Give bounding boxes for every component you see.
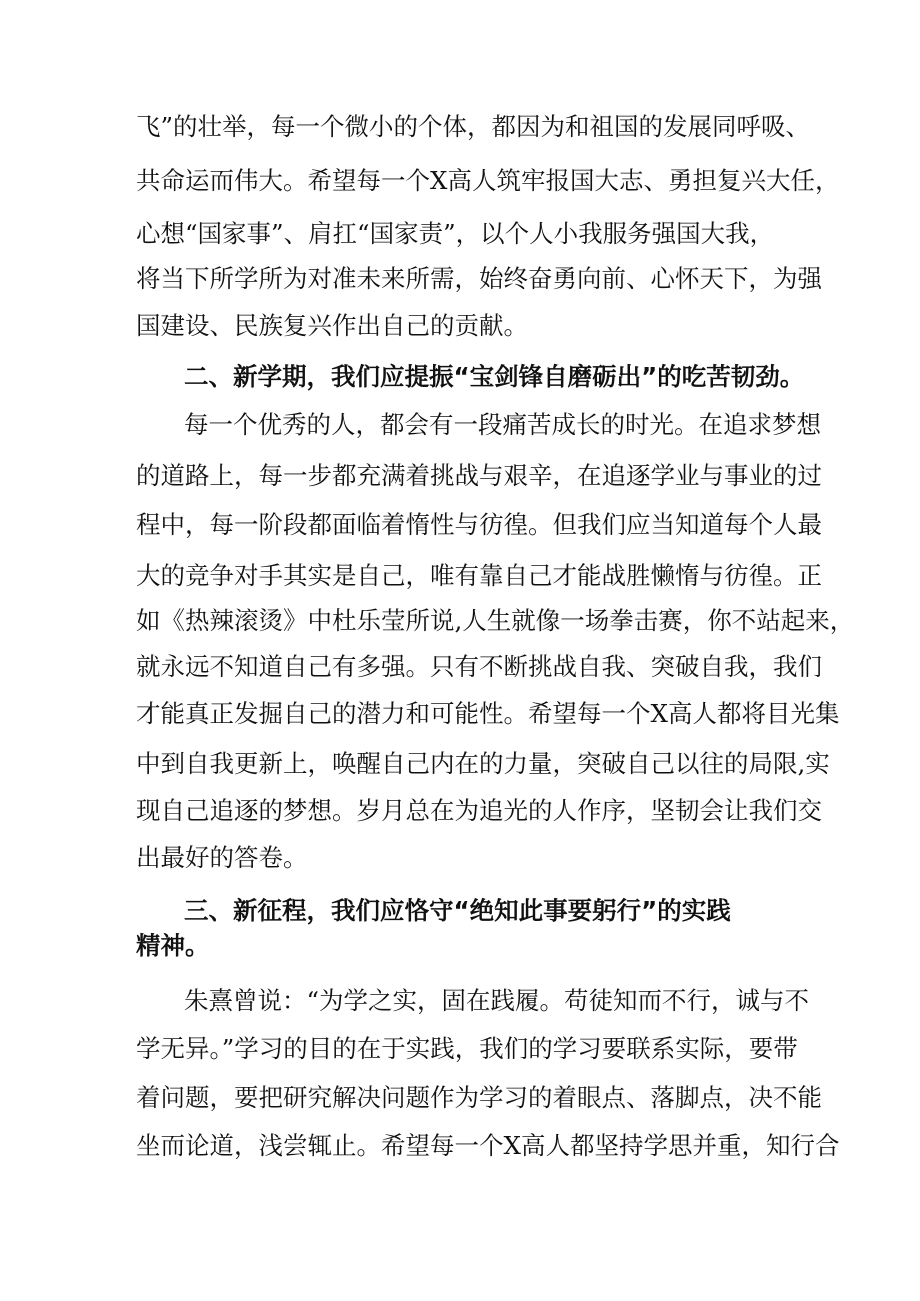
paragraph-1-line-5: 国建设、民族复兴作出自己的贡献。: [136, 311, 528, 340]
paragraph-2-line-2: 的道路上，每一步都充满着挑战与艰辛，在追逐学业与事业的过: [136, 461, 822, 490]
paragraph-1-line-1: 飞”的壮举，每一个微小的个体，都因为和祖国的发展同呼吸、: [136, 112, 811, 141]
paragraph-2-line-6: 就永远不知道自己有多强。只有不断挑战自我、突破自我，我们: [136, 652, 822, 681]
paragraph-2-line-10: 出最好的答卷。: [136, 843, 308, 872]
section-heading-2: 二、新学期，我们应提振“宝剑锋自磨砺出”的吃苦韧劲。: [184, 362, 805, 391]
paragraph-1-line-4: 将当下所学所为对准未来所需，始终奋勇向前、心怀天下，为强: [136, 264, 822, 293]
paragraph-3-line-3: 着问题，要把研究解决问题作为学习的着眼点、落脚点，决不能: [136, 1083, 822, 1112]
section-heading-3-line-2: 精神。: [136, 931, 210, 960]
paragraph-2-line-4: 大的竞争对手其实是自己，唯有靠自己才能战胜懒惰与彷徨。正: [136, 561, 822, 590]
paragraph-2-line-8: 中到自我更新上，唤醒自己内在的力量，突破自己以往的局限,实: [136, 749, 830, 778]
paragraph-1-line-2: 共命运而伟大。希望每一个X高人筑牢报国大志、勇担复兴大任，: [136, 166, 840, 195]
paragraph-2-line-5: 如《热辣滚烫》中杜乐莹所说,人生就像一场拳击赛，你不站起来，: [136, 606, 855, 635]
section-heading-3-line-1: 三、新征程，我们应恪守“绝知此事要躬行”的实践: [184, 896, 731, 925]
paragraph-3-line-1: 朱熹曾说：“为学之实，固在践履。苟徒知而不行，诚与不: [184, 986, 810, 1015]
paragraph-2-line-3: 程中，每一阶段都面临着惰性与彷徨。但我们应当知道每个人最: [136, 510, 822, 539]
paragraph-1-line-3: 心想“国家事”、肩扛“国家责”，以个人小我服务强国大我，: [136, 219, 775, 248]
paragraph-3-line-4: 坐而论道，浅尝辄止。希望每一个X高人都坚持学思并重，知行合: [136, 1131, 840, 1160]
paragraph-2-line-7: 才能真正发掘自己的潜力和可能性。希望每一个X高人都将目光集: [136, 699, 840, 728]
paragraph-2-line-9: 现自己追逐的梦想。岁月总在为追光的人作序，坚韧会让我们交: [136, 796, 822, 825]
paragraph-3-line-2: 学无异。”学习的目的在于实践，我们的学习要联系实际，要带: [136, 1034, 798, 1063]
paragraph-2-line-1: 每一个优秀的人，都会有一段痛苦成长的时光。在追求梦想: [184, 410, 821, 439]
